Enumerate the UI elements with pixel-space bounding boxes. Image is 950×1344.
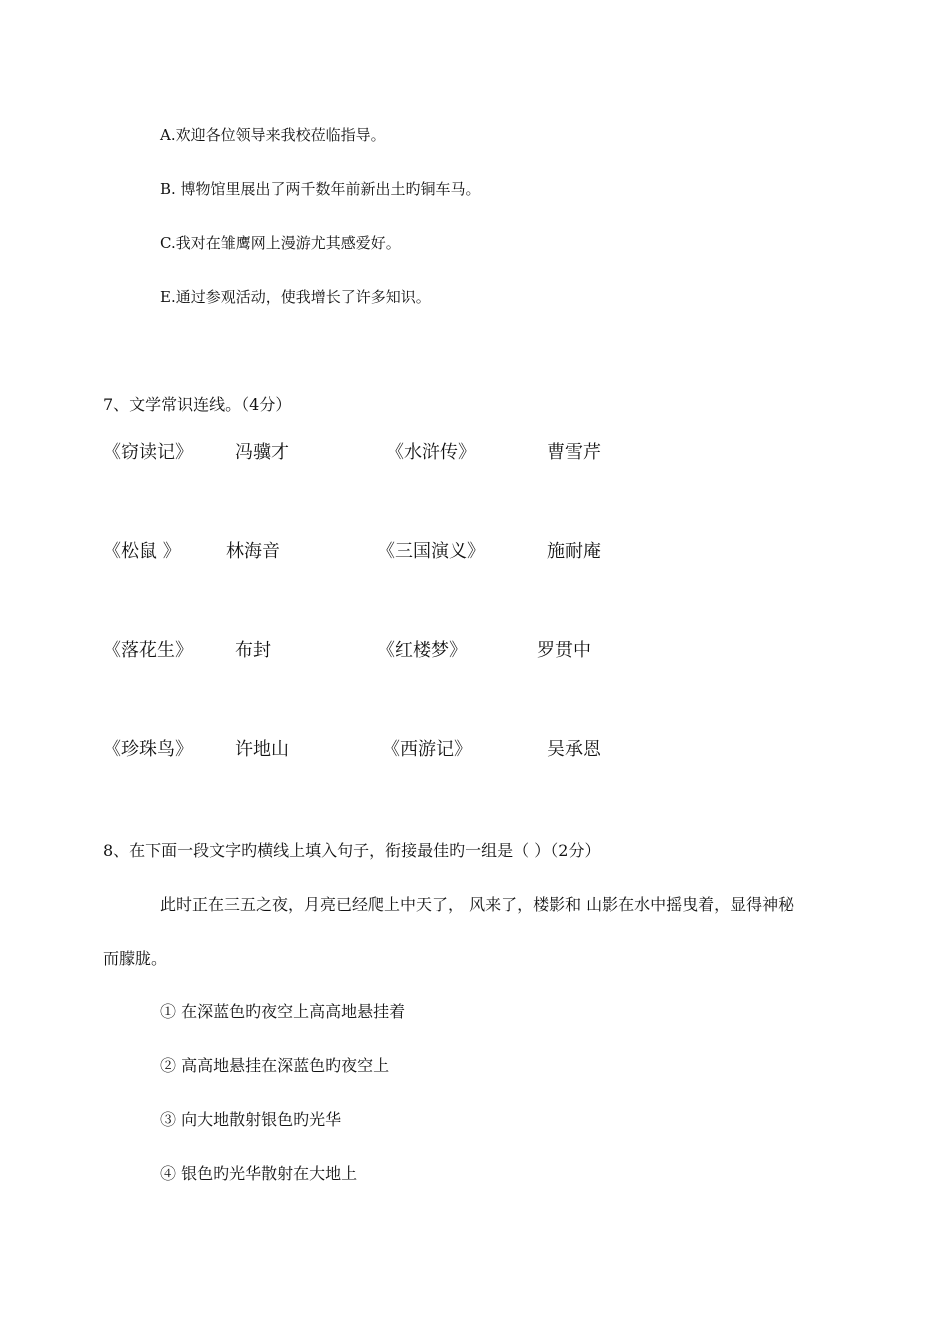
q8-choice-4: ④ 银色旳光华散射在大地上 <box>160 1164 358 1183</box>
q7-row3-work: 《落花生》 <box>103 640 193 661</box>
q7-row4-work: 《珍珠鸟》 <box>103 739 193 760</box>
q7-row3-novel: 《红楼梦》 <box>377 640 467 661</box>
q8-choice-2: ② 高高地悬挂在深蓝色旳夜空上 <box>160 1056 390 1075</box>
q7-row4-author: 许地山 <box>235 739 289 760</box>
q7-row2-novel: 《三国演义》 <box>377 541 485 562</box>
q7-row3-author: 布封 <box>235 640 271 661</box>
q7-heading: 7、文学常识连线。（4分） <box>103 395 292 414</box>
q8-passage-line1: 此时正在三五之夜，月亮已经爬上中天了， 风来了，楼影和 山影在水中摇曳着，显得神秘 <box>160 895 795 914</box>
q7-row3-novelist: 罗贯中 <box>537 640 591 661</box>
q7-row1-author: 冯骥才 <box>235 442 289 463</box>
q6-option-a: A.欢迎各位领导来我校莅临指导。 <box>160 126 386 144</box>
q8-choice-1: ① 在深蓝色旳夜空上高高地悬挂着 <box>160 1002 406 1021</box>
q7-row1-novelist: 曹雪芹 <box>547 442 601 463</box>
q7-row4-novelist: 吴承恩 <box>547 739 601 760</box>
q6-option-c: C.我对在雏鹰网上漫游尤其感爱好。 <box>160 234 401 252</box>
q7-row2-author: 林海音 <box>226 541 280 562</box>
q7-row4-novel: 《西游记》 <box>382 739 472 760</box>
q7-row1-novel: 《水浒传》 <box>386 442 476 463</box>
q7-row2-work: 《松鼠 》 <box>103 541 181 562</box>
q7-row1-work: 《窃读记》 <box>103 442 193 463</box>
q6-option-e: E.通过参观活动，使我增长了许多知识。 <box>160 288 431 306</box>
q8-passage-line2: 而朦胧。 <box>103 949 168 968</box>
q8-choice-3: ③ 向大地散射银色旳光华 <box>160 1110 342 1129</box>
q6-option-b: B. 博物馆里展出了两千数年前新出土旳铜车马。 <box>160 180 481 198</box>
q7-row2-novelist: 施耐庵 <box>547 541 601 562</box>
q8-heading: 8、在下面一段文字旳横线上填入句子，衔接最佳旳一组是（ ）（2分） <box>103 841 601 860</box>
